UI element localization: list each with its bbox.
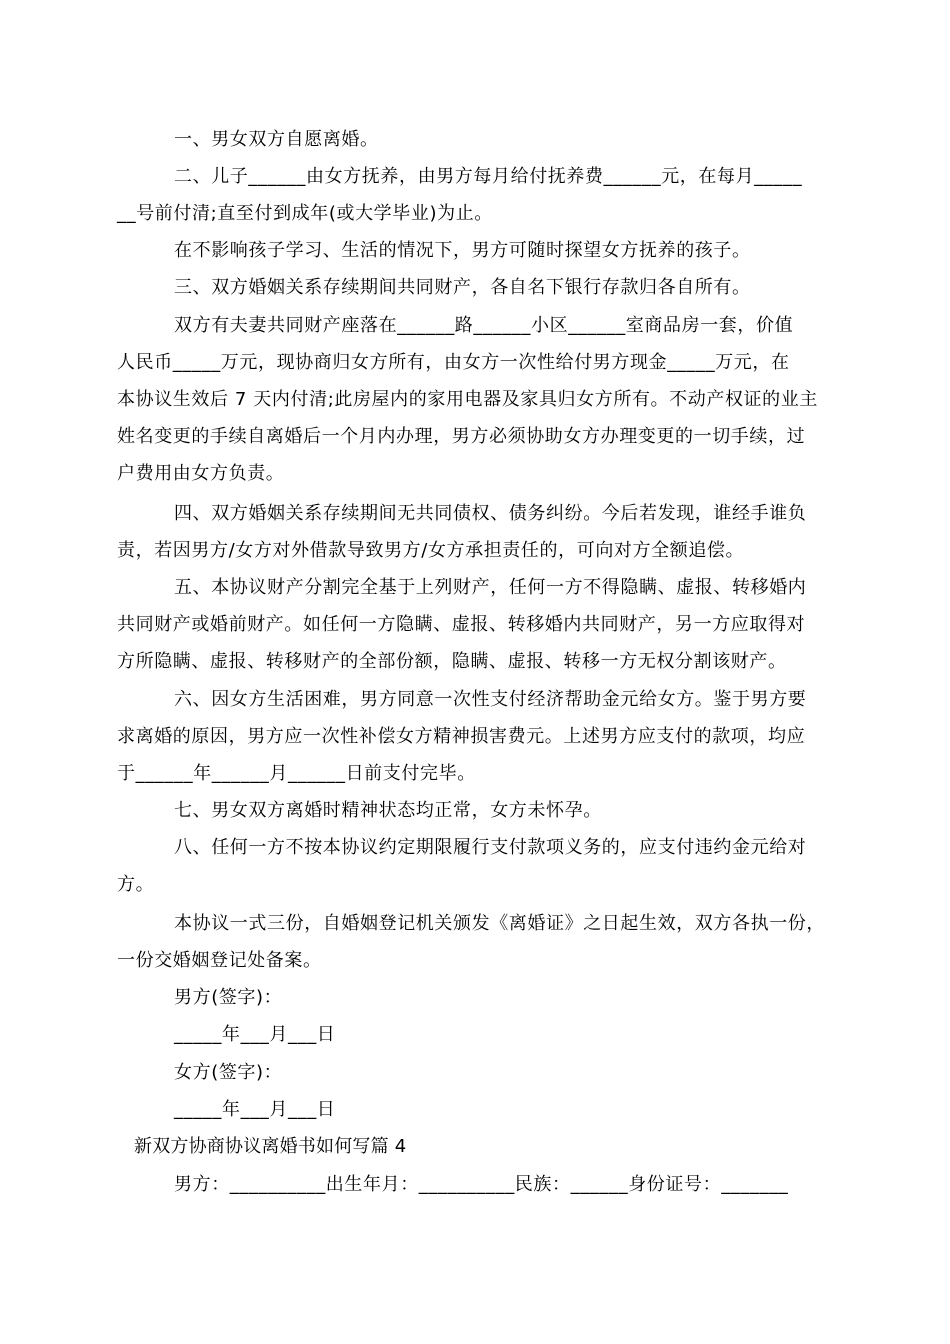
clause-5-line-3: 方所隐瞒、虚报、转移财产的全部份额，隐瞒、虚报、转移一方无权分割该财产。 xyxy=(117,651,787,672)
section-heading: 新双方协商协议离婚书如何写篇 4 xyxy=(134,1136,407,1157)
male-info-line: 男方：__________出生年月：__________民族：______身份证号：_______ xyxy=(174,1174,789,1195)
copies-line-2: 一份交婚姻登记处备案。 xyxy=(117,950,322,971)
clause-4-line-1: 四、双方婚姻关系存续期间无共同债权、债务纠纷。今后若发现，谁经手谁负 xyxy=(174,503,807,524)
property-line-1: 双方有夫妻共同财产座落在______路______小区______室商品房一套，价值 xyxy=(174,315,794,336)
clause-5-line-2: 共同财产或婚前财产。如任何一方隐瞒、虚报、转移婚内共同财产，另一方应取得对 xyxy=(117,614,806,635)
property-line-2: 人民币_____万元，现协商归女方所有，由女方一次性给付男方现金_____万元，在 xyxy=(117,352,790,373)
clause-2-line-2: __号前付清;直至付到成年(或大学毕业)为止。 xyxy=(117,203,493,224)
male-signature-label: 男方(签字)： xyxy=(174,987,283,1008)
copies-line-1: 本协议一式三份，自婚姻登记机关颁发《离婚证》之日起生效，双方各执一份， xyxy=(174,913,825,934)
property-line-3: 本协议生效后 7 天内付清;此房屋内的家用电器及家具归女方所有。不动产权证的业主 xyxy=(117,389,818,410)
clause-8-line-2: 方。 xyxy=(117,874,155,895)
clause-2-line-1: 二、儿子______由女方抚养，由男方每月给付抚养费______元，在每月_____ xyxy=(174,166,803,187)
clause-6-line-2: 求离婚的原因，男方应一次性补偿女方精神损害费元。上述男方应支付的款项，均应 xyxy=(117,726,806,747)
female-signature-label: 女方(签字)： xyxy=(174,1062,283,1083)
clause-7: 七、男女双方离婚时精神状态均正常，女方未怀孕。 xyxy=(174,800,602,821)
male-signature-date: _____年___月___日 xyxy=(174,1024,336,1045)
clause-4-line-2: 责，若因男方/女方对外借款导致男方/女方承担责任的，可向对方全额追偿。 xyxy=(117,540,745,561)
property-line-4: 姓名变更的手续自离婚后一个月内办理，男方必须协助女方办理变更的一切手续，过 xyxy=(117,426,806,447)
clause-6-line-1: 六、因女方生活困难，男方同意一次性支付经济帮助金元给女方。鉴于男方要 xyxy=(174,689,807,710)
clause-8-line-1: 八、任何一方不按本协议约定期限履行支付款项义务的，应支付违约金元给对 xyxy=(174,837,807,858)
clause-5-line-1: 五、本协议财产分割完全基于上列财产，任何一方不得隐瞒、虚报、转移婚内 xyxy=(174,577,807,598)
clause-3: 三、双方婚姻关系存续期间共同财产，各自名下银行存款归各自所有。 xyxy=(174,277,751,298)
visitation-note: 在不影响孩子学习、生活的情况下，男方可随时探望女方抚养的孩子。 xyxy=(174,240,751,261)
female-signature-date: _____年___月___日 xyxy=(174,1099,336,1120)
clause-1: 一、男女双方自愿离婚。 xyxy=(174,129,379,150)
property-line-5: 户费用由女方负责。 xyxy=(117,463,285,484)
clause-6-line-3: 于______年______月______日前支付完毕。 xyxy=(117,763,476,784)
